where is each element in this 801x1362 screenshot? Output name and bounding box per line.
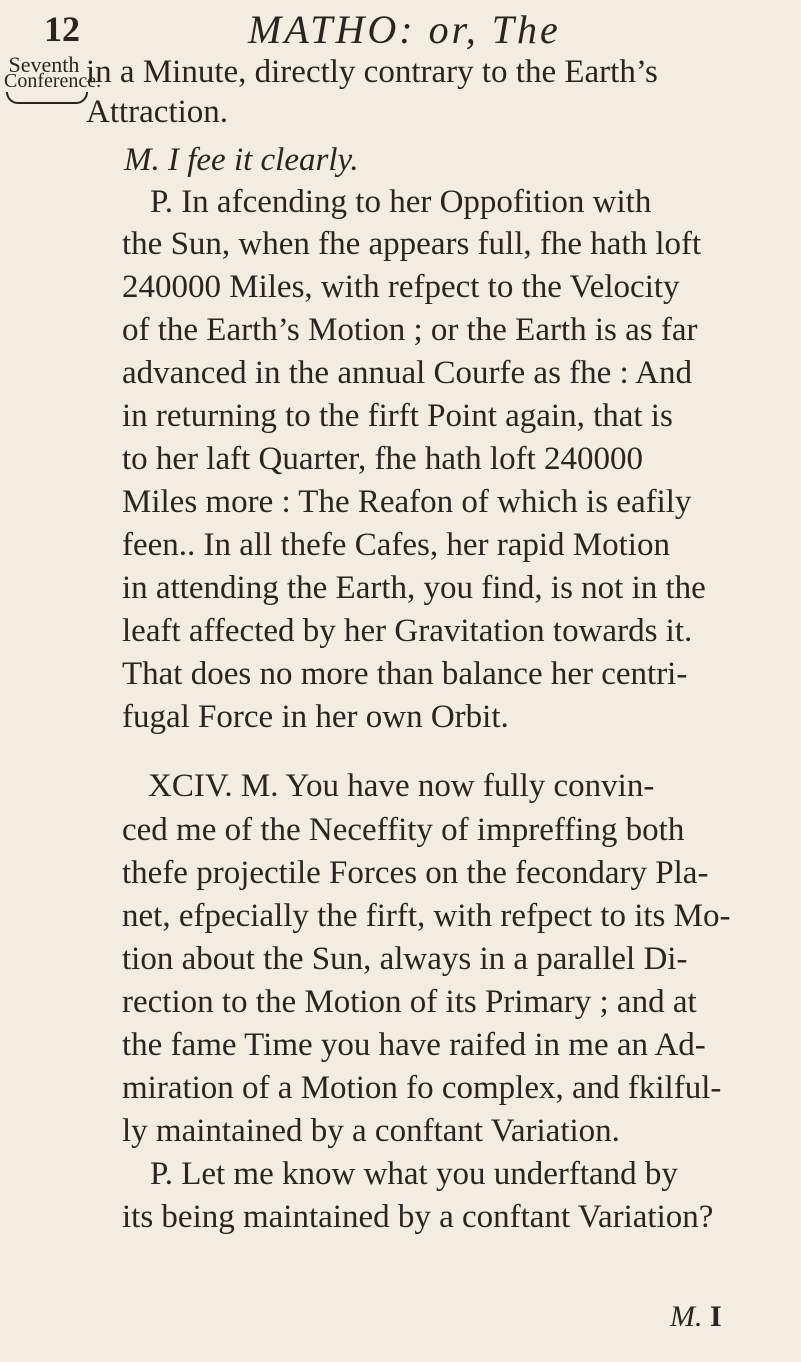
running-title: MATHO: or, The (248, 7, 561, 52)
text-line: XCIV. M. You have now fully convin- (148, 768, 655, 804)
text-line: P. Let me know what you underftand by (150, 1156, 678, 1192)
text-line: advanced in the annual Courfe as fhe : And (122, 355, 692, 391)
page-number: 12 (44, 9, 80, 49)
text-line: to her laft Quarter, fhe hath loft 240000 (122, 441, 644, 477)
margin-note-line-2: Conference. (4, 70, 102, 92)
text-line: ced me of the Neceffity of impreffing both (122, 812, 685, 848)
text-line: rection to the Motion of its Primary ; and at (122, 984, 697, 1020)
text-line: leaft affected by her Gravitation towards it. (122, 613, 693, 649)
text-line: ly maintained by a conftant Variation. (122, 1113, 620, 1149)
text-line: P. In afcending to her Oppofition with (150, 184, 652, 220)
text-line: the Sun, when fhe appears full, fhe hath loft (122, 226, 702, 262)
text-line: thefe projectile Forces on the fecondary Pla- (122, 855, 709, 891)
text-line: of the Earth’s Motion ; or the Earth is as far (122, 312, 698, 348)
text-line: miration of a Motion fo complex, and fkilful- (122, 1070, 722, 1106)
text-line: in returning to the firft Point again, that is (122, 398, 673, 434)
catchword-speaker: M. (670, 1300, 703, 1333)
text-line: net, efpecially the firft, with refpect to its Mo- (122, 898, 731, 934)
text-line: in attending the Earth, you find, is not in the (122, 570, 706, 606)
catchword (670, 1300, 722, 1334)
text-line: the fame Time you have raifed in me an Ad- (122, 1027, 706, 1063)
margin-brace (6, 92, 88, 104)
catchword-word: I (710, 1300, 722, 1333)
text-line: Miles more : The Reafon of which is eafily (122, 484, 692, 520)
text-line: tion about the Sun, always in a parallel Di- (122, 941, 688, 977)
text-line: M. I fee it clearly. (124, 142, 359, 178)
margin-note (4, 52, 102, 92)
text-line: Attraction. (86, 94, 229, 130)
text-line: fugal Force in her own Orbit. (122, 699, 509, 735)
text-line: in a Minute, directly contrary to the Earth’s (86, 54, 658, 90)
text-line: That does no more than balance her centri- (122, 656, 688, 692)
margin-note-line-1: Seventh (8, 52, 80, 77)
text-line: 240000 Miles, with refpect to the Velocity (122, 269, 680, 305)
running-head (0, 8, 801, 52)
text-line: feen.. In all thefe Cafes, her rapid Motion (122, 527, 670, 563)
text-line: its being maintained by a conftant Variation? (122, 1199, 714, 1235)
